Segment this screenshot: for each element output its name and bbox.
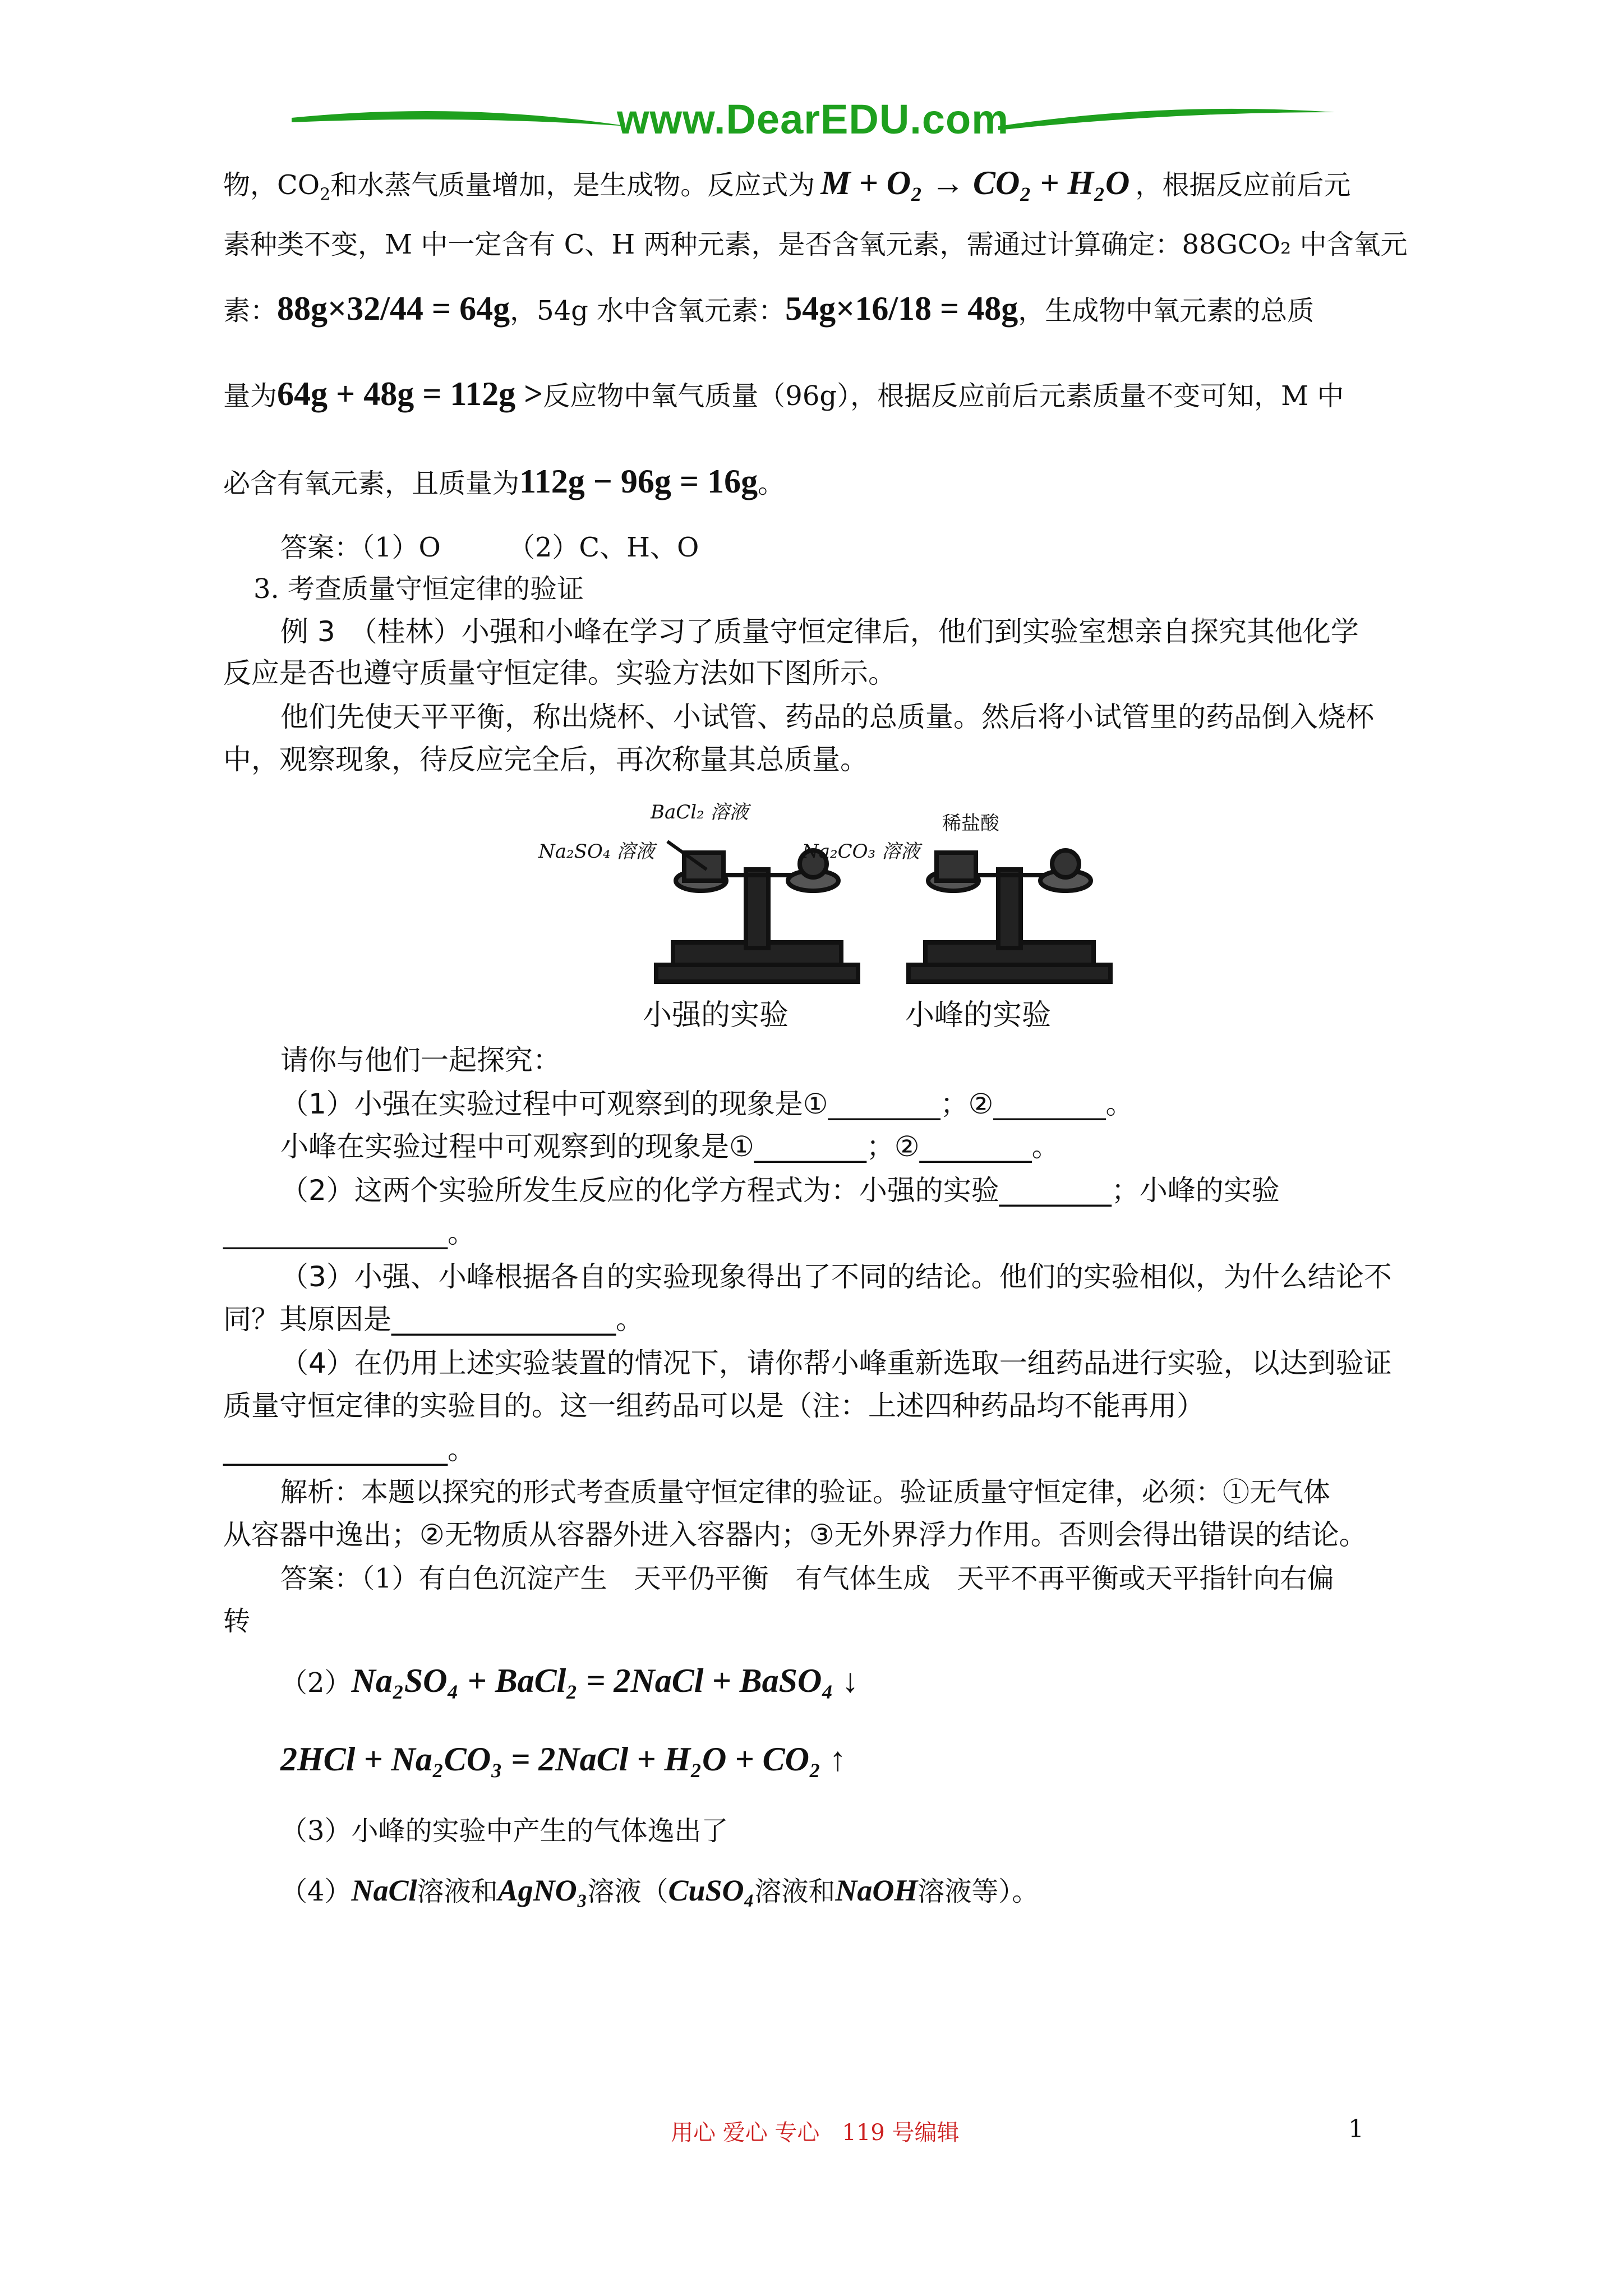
text: ，生成物中氧元素的总质 (1018, 295, 1315, 326)
text: 量为 (223, 380, 278, 412)
answer-2 (280, 1664, 859, 1700)
question-2b: ________________。 (223, 1217, 476, 1249)
calc-oxygen-mass: 112g − 96g = 16g (519, 463, 758, 500)
question-4b: 质量守恒定律的实验目的。这一组药品可以是（注：上述四种药品均不能再用） (223, 1389, 1205, 1422)
answer-line-1b: 转 (223, 1605, 251, 1637)
text: 溶液和 (417, 1876, 498, 1907)
label-na2so4: Na₂SO₄ 溶液 (538, 840, 655, 863)
page-number: 1 (1348, 2115, 1364, 2143)
text: 溶液（ (587, 1876, 668, 1907)
question-intro: 请你与他们一起探究： (280, 1044, 561, 1076)
text: （4） (280, 1876, 352, 1907)
equation-hcl-na2co3: 2HCl + Na₂CO₃ = 2NaCl + H₂O + CO₂ ↑ (280, 1741, 846, 1778)
formula: NaOH (835, 1874, 918, 1907)
question-3b: 同？其原因是________________。 (223, 1303, 644, 1336)
analysis-line-1: 解析：本题以探究的形式考查质量守恒定律的验证。验证质量守恒定律，必须：①无气体 (280, 1476, 1331, 1508)
header-swoosh-left (292, 95, 628, 146)
label-bacl2: BaCl₂ 溶液 (651, 801, 749, 823)
question-3a: （3）小强、小峰根据各自的实验现象得出了不同的结论。他们的实验相似，为什么结论不 (280, 1260, 1392, 1293)
formula: NaCl (351, 1874, 417, 1907)
equation-na2so4-bacl2: Na₂SO₄ + BaCl₂ = 2NaCl + BaSO₄ ↓ (351, 1662, 859, 1699)
body-line-2: 素种类不变，M 中一定含有 C、H 两种元素，是否含氧元素，需通过计算确定：88GCO₂ 中含氧元 (223, 229, 1408, 260)
caption-right: 小峰的实验 (905, 999, 1052, 1032)
text: ，54g 水中含氧元素： (510, 295, 786, 326)
subscript: 2 (320, 185, 331, 205)
body-line-1 (223, 166, 1350, 212)
text: 物，CO (223, 169, 320, 201)
text: 。 (758, 468, 785, 499)
example-3-line-3: 他们先使天平平衡，称出烧杯、小试管、药品的总质量。然后将小试管里的药品倒入烧杯 (280, 701, 1374, 733)
answer-line-1: 答案：（1）有白色沉淀产生 天平仍平衡 有气体生成 天平不再平衡或天平指针向右偏 (280, 1563, 1334, 1594)
question-1a: （1）小强在实验过程中可观察到的现象是①________；②________。 (280, 1088, 1134, 1120)
site-logo-text[interactable]: www.DearEDU.com (617, 96, 1009, 142)
body-line-5 (223, 464, 785, 500)
formula: CuSO₄ (668, 1874, 755, 1907)
label-na2co3: Na₂CO₃ 溶液 (802, 840, 920, 863)
caption-left: 小强的实验 (643, 999, 789, 1032)
calc-oxygen-in-co2: 88g×32/44 = 64g (277, 290, 510, 327)
text: 溶液等）。 (917, 1876, 1039, 1907)
answer-1: 答案：（1）O （2）C、H、O (280, 532, 699, 563)
balance-diagram (538, 797, 1172, 1010)
text: 素： (223, 295, 278, 326)
text: 反应物中氧气质量（96g），根据反应前后元素质量不变可知，M 中 (543, 380, 1344, 412)
question-4a: （4）在仍用上述实验装置的情况下，请你帮小峰重新选取一组药品进行实验，以达到验证 (280, 1347, 1392, 1379)
answer-3: （3）小峰的实验中产生的气体逸出了 (280, 1815, 728, 1847)
answer-4 (280, 1874, 1039, 1908)
question-1b: 小峰在实验过程中可观察到的现象是①________；②________。 (280, 1130, 1060, 1163)
example-3-line-1: 例 3 （桂林）小强和小峰在学习了质量守恒定律后，他们到实验室想亲自探究其他化学 (280, 615, 1359, 648)
example-3-line-4: 中，观察现象，待反应完全后，再次称量其总质量。 (223, 743, 868, 776)
text: （2） (280, 1667, 352, 1699)
calc-total-oxygen: 64g + 48g = 112g > (277, 375, 543, 412)
question-2a: （2）这两个实验所发生反应的化学方程式为：小强的实验________；小峰的实验 (280, 1174, 1280, 1207)
body-line-4 (223, 377, 1344, 413)
text: 溶液和 (754, 1876, 836, 1907)
reaction-equation: M + O₂ → CO₂ + H₂O (820, 164, 1130, 201)
balance-figure (538, 797, 1172, 1010)
header-swoosh-right (998, 95, 1335, 146)
body-line-3 (223, 292, 1314, 328)
formula: AgNO₃ (497, 1874, 588, 1907)
text: 必含有氧元素，且质量为 (223, 468, 520, 499)
text: 和水蒸气质量增加，是生成物。反应式为 (330, 169, 815, 201)
example-3-line-2: 反应是否也遵守质量守恒定律。实验方法如下图所示。 (223, 657, 896, 689)
analysis-line-2: 从容器中逸出；②无物质从容器外进入容器内；③无外界浮力作用。否则会得出错误的结论。 (223, 1519, 1367, 1551)
text: ，根据反应前后元 (1135, 169, 1351, 201)
calc-oxygen-in-water: 54g×16/18 = 48g (785, 290, 1018, 327)
label-hcl: 稀盐酸 (942, 812, 999, 835)
question-4c: ________________。 (223, 1433, 476, 1466)
header-banner (292, 95, 1335, 146)
section-heading-3: 3. 考查质量守恒定律的验证 (253, 573, 584, 605)
footer-text: 用心 爱心 专心 119 号编辑 (671, 2120, 960, 2146)
